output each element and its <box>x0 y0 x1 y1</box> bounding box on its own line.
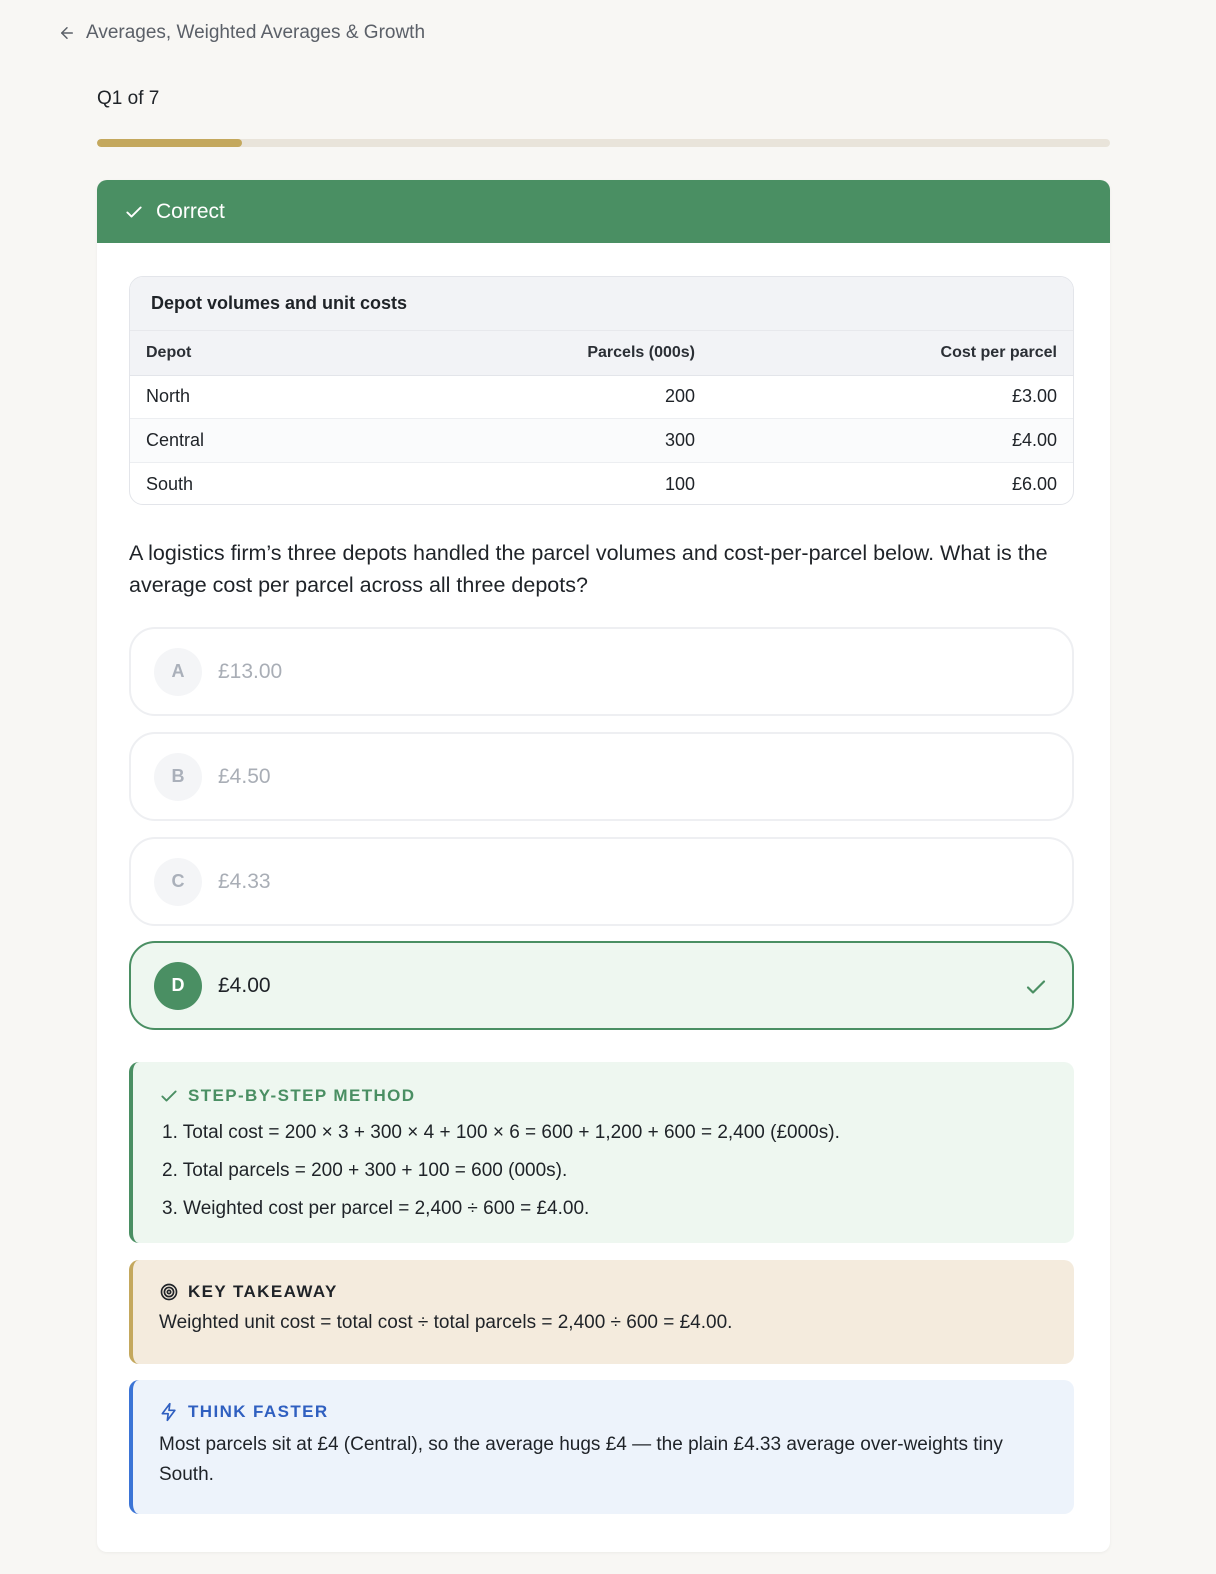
takeaway-text: Weighted unit cost = total cost ÷ total parcels = 2,400 ÷ 600 = £4.00. <box>159 1312 733 1333</box>
question-counter: Q1 of 7 <box>97 88 160 109</box>
table-row <box>130 462 1073 505</box>
table-header-cost: Cost per parcel <box>695 331 1073 375</box>
check-icon <box>159 1086 179 1106</box>
table-cell: South <box>146 473 194 494</box>
table-cell: 100 <box>664 473 695 494</box>
option-b[interactable] <box>129 732 1074 821</box>
method-steps <box>159 1114 1074 1228</box>
table-header-depot: Depot <box>130 331 358 375</box>
option-value: £13.00 <box>218 659 283 683</box>
check-icon <box>124 202 144 222</box>
lightning-icon <box>159 1402 179 1422</box>
table-cell: North <box>130 375 358 419</box>
method-panel <box>129 1062 1074 1243</box>
takeaway-panel <box>129 1260 1074 1364</box>
option-a[interactable] <box>129 627 1074 716</box>
think-faster-panel <box>129 1380 1074 1514</box>
question-text: A logistics firm’s three depots handled the parcel volumes and cost-per-parcel below. What is the average cost per parcel across all three depots? <box>129 541 1048 597</box>
result-label: Correct <box>156 199 225 223</box>
option-letter: D <box>154 962 202 1010</box>
back-link[interactable] <box>58 22 425 44</box>
table-cell: £3.00 <box>695 375 1073 419</box>
table-cell: £6.00 <box>1011 473 1057 494</box>
option-c[interactable] <box>129 837 1074 926</box>
option-value: £4.00 <box>218 973 271 997</box>
list-item: 3. Weighted cost per parcel = 2,400 ÷ 600 = £4.00. <box>162 1198 590 1219</box>
table-header-row <box>130 331 1073 375</box>
option-value: £4.50 <box>218 764 271 788</box>
option-letter: C <box>154 858 202 906</box>
think-faster-text: Most parcels sit at £4 (Central), so the average hugs £4 — the plain £4.33 average over-weights tiny South. <box>159 1434 1003 1485</box>
option-value: £4.33 <box>218 869 271 893</box>
back-link-label: Averages, Weighted Averages & Growth <box>86 22 426 43</box>
table-caption: Depot volumes and unit costs <box>130 277 1073 331</box>
table-header-parcels: Parcels (000s) <box>358 331 695 375</box>
option-letter: B <box>154 753 202 801</box>
table-cell: Central <box>130 419 358 463</box>
list-item: 1. Total cost = 200 × 3 + 300 × 4 + 100 × 6 = 600 + 1,200 + 600 = 2,400 (£000s). <box>162 1122 840 1143</box>
table-row <box>130 419 1073 463</box>
option-letter: A <box>154 648 202 696</box>
progress-fill <box>97 139 242 147</box>
option-d[interactable] <box>129 941 1074 1030</box>
table-cell: 300 <box>358 419 695 463</box>
target-icon <box>159 1282 179 1302</box>
result-banner <box>97 180 1110 243</box>
table-cell: 200 <box>358 375 695 419</box>
check-icon <box>1024 975 1048 999</box>
takeaway-title: KEY TAKEAWAY <box>188 1282 338 1301</box>
question-card <box>97 180 1110 1552</box>
table-row <box>130 375 1073 419</box>
progress-bar <box>97 139 1110 147</box>
think-faster-title: THINK FASTER <box>188 1402 329 1421</box>
data-table <box>129 276 1074 505</box>
list-item: 2. Total parcels = 200 + 300 + 100 = 600 (000s). <box>162 1160 568 1181</box>
method-title: STEP-BY-STEP METHOD <box>188 1086 416 1105</box>
table-cell: £4.00 <box>695 419 1073 463</box>
arrow-left-icon <box>58 24 76 42</box>
